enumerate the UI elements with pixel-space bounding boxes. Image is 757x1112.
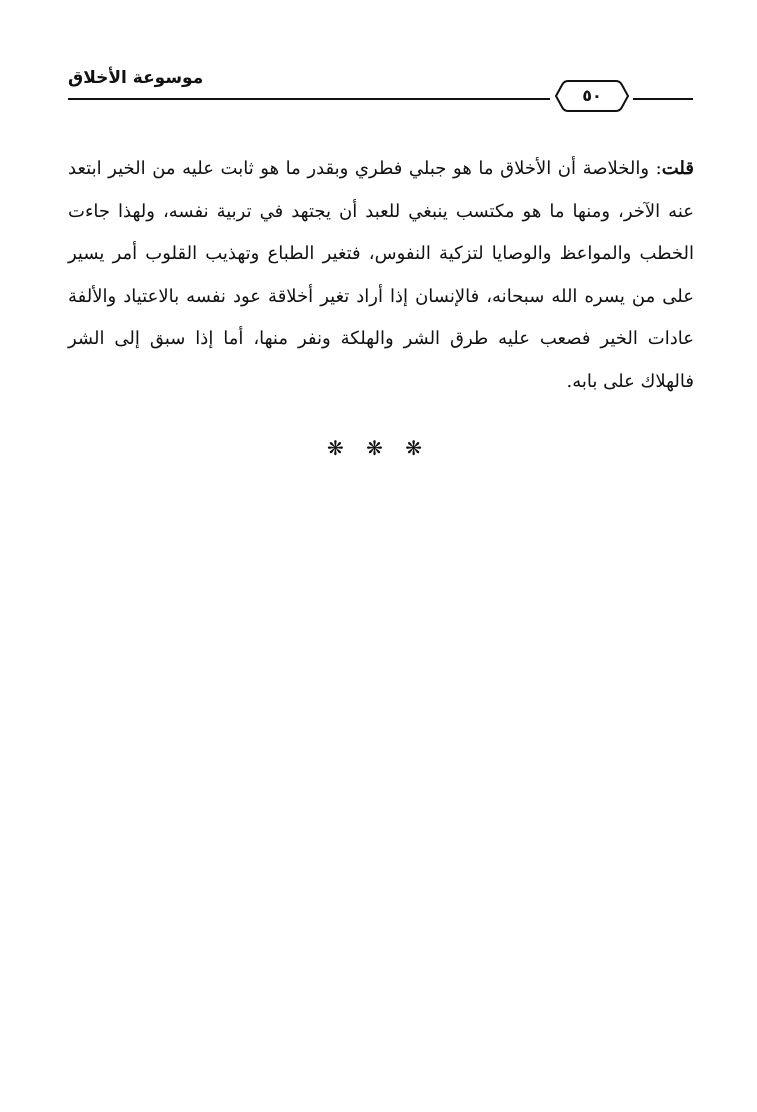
section-separator: ❋ ❋ ❋: [327, 436, 430, 460]
main-paragraph: [68, 148, 694, 403]
page-header: [68, 66, 693, 108]
page-number: ٥٠: [582, 86, 602, 105]
book-title: موسوعة الأخلاق: [68, 68, 204, 88]
page-number-badge: [554, 77, 630, 115]
paragraph-text: : والخلاصة أن الأخلاق ما هو جبلي فطري وبقدر ما هو ثابت عليه من الخير ابتعد عنه الآخر، ومنها ما هو مكتسب ينبغي للعبد أن يجتهد في تربية نفسه، ولهذا جاءت الخطب والمواعظ والوصايا لتزكية النفوس، فتغير الطباع وتهذيب القلوب أمر يسير على من يسره الله سبحانه، فالإنسان إذا أراد تغير أخلاقة عود نفسه بالاعتياد والألفة عادات الخير فصعب عليه طرق الشر والهلكة ونفر منها، أما إذا سبق إلى الشر فالهلاك على بابه.: [68, 158, 695, 392]
header-rule: [68, 98, 550, 100]
lead-word: قلت: [661, 158, 694, 179]
header-rule-right: [633, 98, 693, 100]
